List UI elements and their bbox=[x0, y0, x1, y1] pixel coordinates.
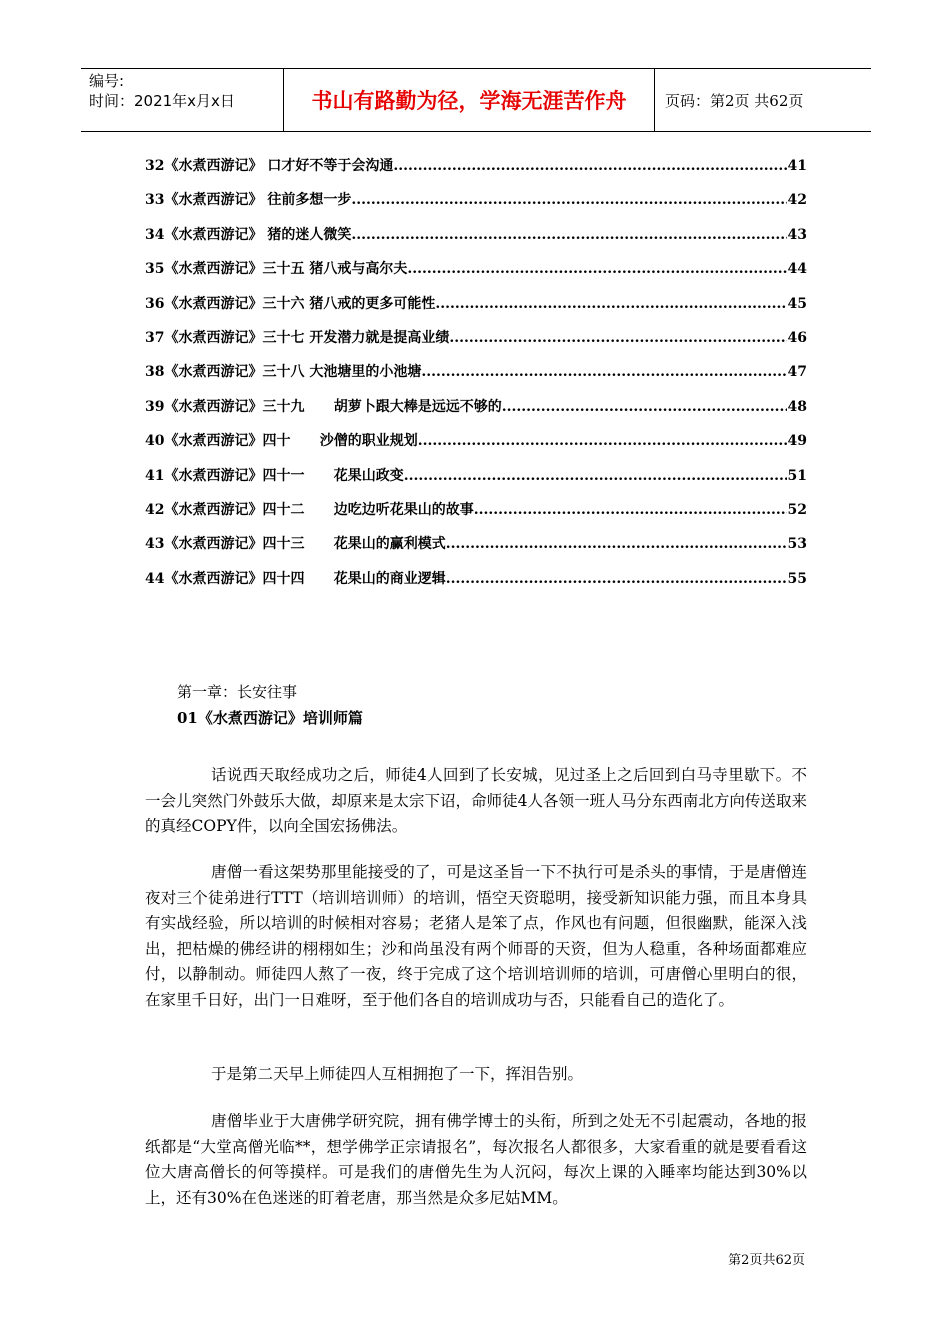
toc-entry[interactable] bbox=[145, 396, 807, 430]
toc-entry-page: 41 bbox=[787, 158, 807, 174]
toc-entry[interactable] bbox=[145, 189, 807, 223]
body-paragraph: 于是第二天早上师徒四人互相拥抱了一下，挥泪告别。 bbox=[211, 1065, 584, 1083]
page-header bbox=[81, 68, 871, 132]
toc-entry[interactable] bbox=[145, 224, 807, 258]
header-meta bbox=[81, 69, 283, 131]
toc-entry-page: 55 bbox=[787, 570, 807, 587]
toc-entry-title: 37《水煮西游记》三十七 开发潜力就是提高业绩 bbox=[145, 329, 450, 346]
toc-entry-page: 48 bbox=[787, 398, 807, 415]
toc-leader bbox=[435, 296, 786, 312]
toc-leader bbox=[502, 399, 787, 415]
toc-entry-title: 34《水煮西游记》 猪的迷人微笑 bbox=[145, 226, 352, 243]
toc-entry-title: 33《水煮西游记》 往前多想一步 bbox=[145, 192, 352, 209]
toc-entry-title: 40《水煮西游记》四十 沙僧的职业规划 bbox=[145, 433, 418, 450]
toc-entry-page: 47 bbox=[787, 364, 807, 381]
header-page-info: 页码：第2页 共62页 bbox=[665, 91, 804, 110]
toc-entry-title: 43《水煮西游记》四十三 花果山的赢利模式 bbox=[145, 536, 446, 553]
toc-leader bbox=[351, 227, 786, 243]
toc-leader bbox=[449, 330, 786, 346]
toc-entry[interactable] bbox=[145, 499, 807, 533]
toc-entry[interactable] bbox=[145, 258, 807, 292]
article-title: 01《水煮西游记》培训师篇 bbox=[177, 709, 363, 727]
toc-leader bbox=[404, 468, 787, 484]
header-motto: 书山有路勤为径，学海无涯苦作舟 bbox=[283, 69, 655, 131]
chapter-title: 第一章：长安往事 bbox=[177, 683, 298, 701]
toc-entry[interactable] bbox=[145, 568, 807, 602]
page-footer: 第2页共62页 bbox=[728, 1253, 805, 1268]
toc-leader bbox=[446, 571, 787, 587]
toc-entry-title: 41《水煮西游记》四十一 花果山政变 bbox=[145, 467, 404, 484]
toc-entry-page: 46 bbox=[787, 329, 807, 346]
toc-leader bbox=[407, 261, 786, 277]
toc-entry[interactable] bbox=[145, 465, 807, 499]
toc-entry-title: 39《水煮西游记》三十九 胡萝卜跟大棒是远远不够的 bbox=[145, 398, 502, 415]
toc-entry-page: 43 bbox=[787, 226, 807, 243]
toc-entry-title: 35《水煮西游记》三十五 猪八戒与高尔夫 bbox=[145, 261, 408, 278]
toc-entry-title: 42《水煮西游记》四十二 边吃边听花果山的故事 bbox=[145, 501, 474, 518]
toc-leader bbox=[474, 502, 787, 518]
toc-entry[interactable] bbox=[145, 155, 807, 189]
toc-entry-page: 44 bbox=[787, 261, 807, 278]
body-paragraph: 唐僧一看这架势那里能接受的了，可是这圣旨一下不执行可是杀头的事情，于是唐僧连夜对三个徒弟进行TTT（培训培训师）的培训，悟空天资聪明，接受新知识能力强，而且本身具有实战经验，所以培训的时候相对容易；老猪人是笨了点，作风也有问题，但很幽默，能深入浅出，把枯燥的佛经讲的栩栩如生；沙和尚虽没有两个师哥的天资，但为人稳重，各种场面都难应付，以静制动。师徒四人熬了一夜，终于完成了这个培训培训师的培训，可唐僧心里明白的很，在家里千日好，出门一日难呀，至于他们各自的培训成功与否，只能看自己的造化了。 bbox=[145, 863, 807, 1009]
toc-entry[interactable] bbox=[145, 361, 807, 395]
table-of-contents bbox=[145, 155, 807, 602]
toc-entry-title: 44《水煮西游记》四十四 花果山的商业逻辑 bbox=[145, 570, 446, 587]
toc-leader bbox=[351, 192, 786, 208]
toc-entry-title: 36《水煮西游记》三十六 猪八戒的更多可能性 bbox=[145, 295, 436, 312]
serial-label: 编号: bbox=[89, 72, 125, 90]
toc-entry-title: 38《水煮西游记》三十八 大池塘里的小池塘 bbox=[145, 364, 422, 381]
toc-entry[interactable] bbox=[145, 533, 807, 567]
toc-leader bbox=[418, 433, 787, 449]
toc-entry-page: 51 bbox=[787, 467, 807, 484]
toc-entry[interactable] bbox=[145, 293, 807, 327]
toc-leader bbox=[446, 536, 787, 552]
toc-leader bbox=[421, 364, 786, 380]
toc-entry-page: 42 bbox=[787, 192, 807, 209]
toc-leader bbox=[393, 158, 786, 174]
body-paragraph: 唐僧毕业于大唐佛学研究院，拥有佛学博士的头衔，所到之处无不引起震动，各地的报纸都是“大堂高僧光临**，想学佛学正宗请报名”，每次报名人都很多，大家看重的就是要看看这位大唐高僧长的何等摸样。可是我们的唐僧先生为人沉闷，每次上课的入睡率均能达到30%以上，还有30%在色迷迷的盯着老唐，那当然是众多尼姑MM。 bbox=[145, 1112, 807, 1207]
time-label: 时间：2021年x月x日 bbox=[89, 92, 235, 110]
toc-entry-page: 49 bbox=[787, 433, 807, 450]
toc-entry-page: 53 bbox=[787, 536, 807, 553]
toc-entry[interactable] bbox=[145, 327, 807, 361]
body-paragraph: 话说西天取经成功之后，师徒4人回到了长安城，见过圣上之后回到白马寺里歇下。不一会儿突然门外鼓乐大做，却原来是太宗下诏，命师徒4人各领一班人马分东西南北方向传送取来的真经COPY件，以向全国宏扬佛法。 bbox=[145, 766, 807, 836]
toc-entry-title: 32《水煮西游记》 口才好不等于会沟通 bbox=[145, 158, 394, 174]
toc-entry-page: 45 bbox=[787, 295, 807, 312]
toc-entry-page: 52 bbox=[787, 501, 807, 518]
toc-entry[interactable] bbox=[145, 430, 807, 464]
